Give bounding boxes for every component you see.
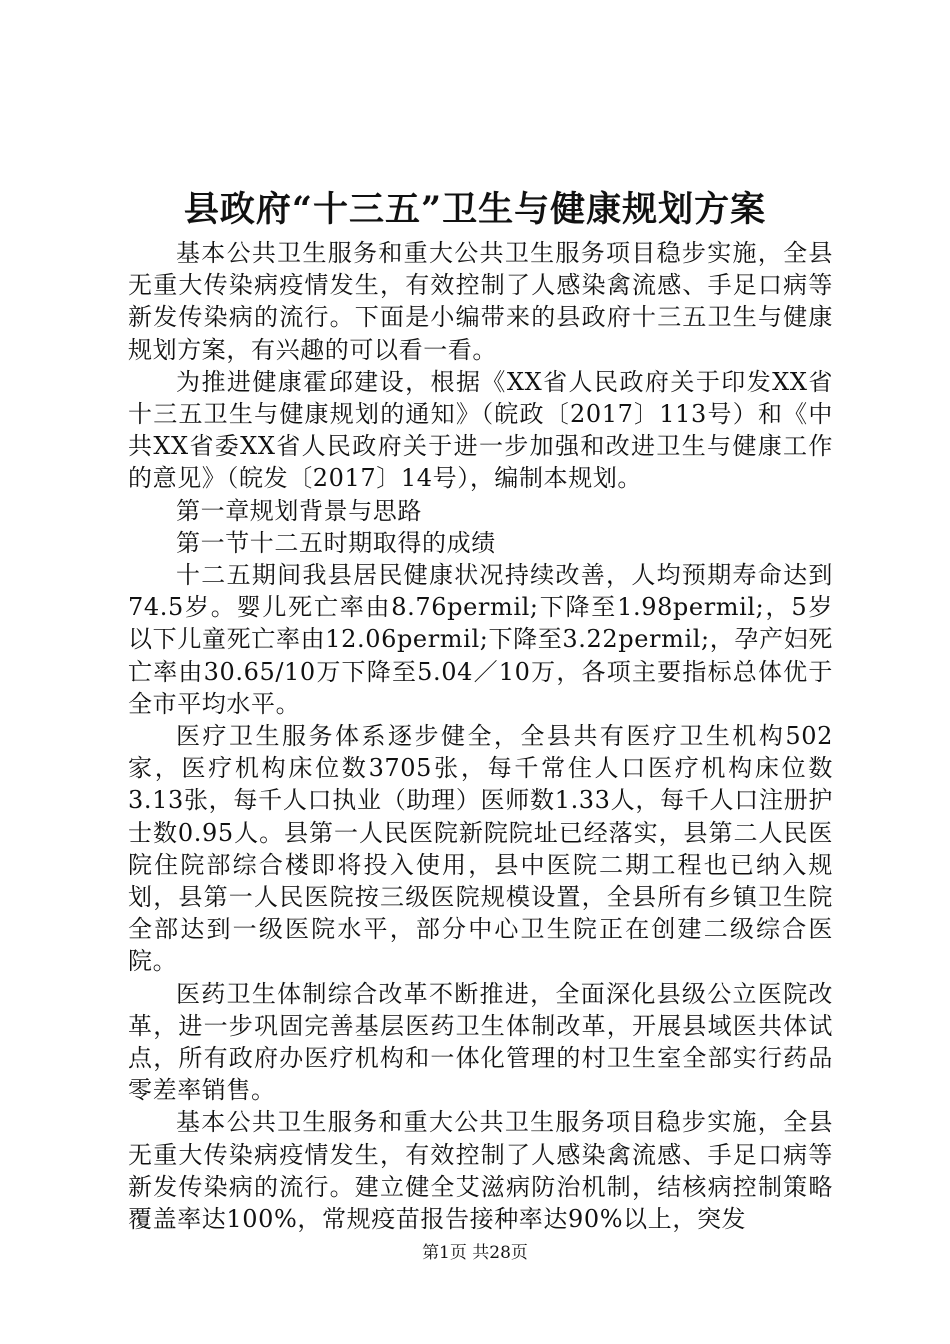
- section-heading: 第一节十二五时期取得的成绩: [176, 528, 496, 557]
- paragraph-intro: 基本公共卫生服务和重大公共卫生服务项目稳步实施，全县无重大传染病疫情发生，有效控制了人感染禽流感、手足口病等新发传染病的流行。下面是小编带来的县政府十三五卫生与健康规划方案，有兴趣的可以看一看。: [128, 239, 833, 364]
- document-title: 县政府“十三五”卫生与健康规划方案: [183, 189, 767, 230]
- page-footer: 第1页 共28页: [422, 1243, 528, 1263]
- document-body: [128, 237, 833, 1235]
- paragraph-public-health: 基本公共卫生服务和重大公共卫生服务项目稳步实施，全县无重大传染病疫情发生，有效控制了人感染禽流感、手足口病等新发传染病的流行。建立健全艾滋病防治机制，结核病控制策略覆盖率达100%，常规疫苗报告接种率达90%以上，突发: [128, 1108, 833, 1234]
- paragraph-basis: 为推进健康霍邱建设，根据《XX省人民政府关于印发XX省十三五卫生与健康规划的通知》（皖政〔2017〕113号）和《中共XX省委XX省人民政府关于进一步加强和改进卫生与健康工作的意见》（皖发〔2017〕14号），编制本规划。: [128, 367, 833, 493]
- paragraph-health-status: 十二五期间我县居民健康状况持续改善，人均预期寿命达到74.5岁。婴儿死亡率由8.76permil;下降至1.98permil;，5岁以下儿童死亡率由12.06permil;下降至3.22permil;，孕产妇死亡率由30.65/10万下降至5.04／10万，各项主要指标总体优于全市平均水平。: [128, 561, 833, 718]
- paragraph-reform: 医药卫生体制综合改革不断推进，全面深化县级公立医院改革，进一步巩固完善基层医药卫生体制改革，开展县域医共体试点，所有政府办医疗机构和一体化管理的村卫生室全部实行药品零差率销售。: [128, 979, 833, 1105]
- chapter-heading: 第一章规划背景与思路: [176, 496, 422, 525]
- paragraph-service-system: 医疗卫生服务体系逐步健全，全县共有医疗卫生机构502家，医疗机构床位数3705张，每千常住人口医疗机构床位数3.13张，每千人口执业（助理）医师数1.33人，每千人口注册护士数0.95人。县第一人民医院新院院址已经落实，县第二人民医院住院部综合楼即将投入使用，县中医院二期工程也已纳入规划，县第一人民医院按三级医院规模设置，全县所有乡镇卫生院全部达到一级医院水平，部分中心卫生院正在创建二级综合医院。: [128, 722, 833, 976]
